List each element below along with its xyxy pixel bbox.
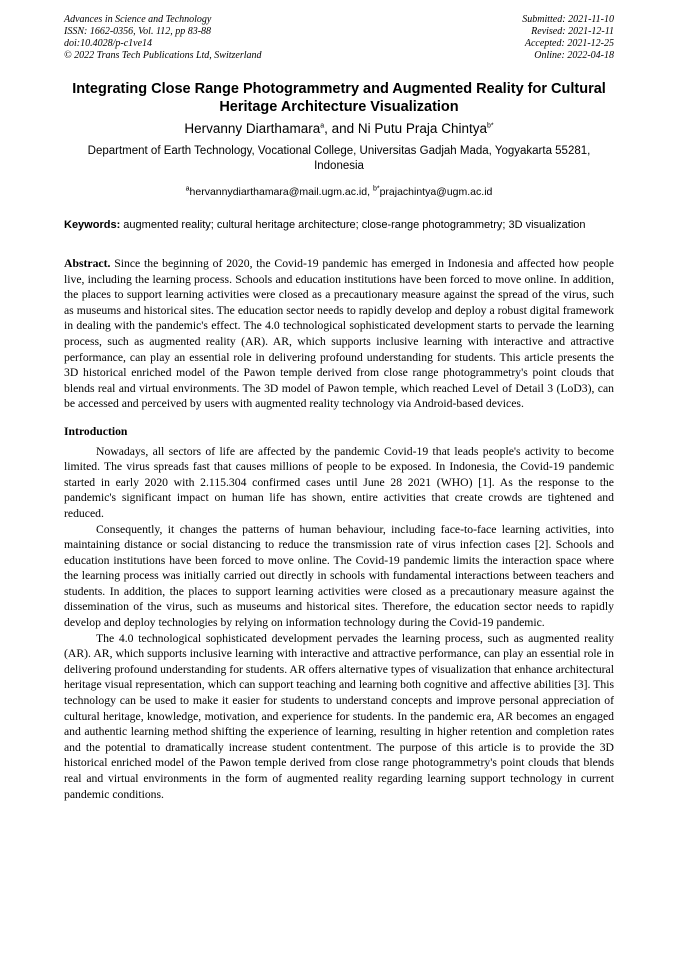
abstract-label: Abstract.	[64, 257, 111, 270]
date-revised: Revised: 2021-12-11	[531, 26, 614, 37]
author-list	[64, 120, 614, 138]
journal-header	[64, 14, 614, 64]
keywords	[64, 218, 614, 232]
date-accepted: Accepted: 2021-12-25	[524, 38, 614, 49]
author-name: Ni Putu Praja Chintya	[357, 121, 487, 136]
paragraph: Consequently, it changes the patterns of human behaviour, including face-to-face learning activities, into maintaining distance or social distancing to reduce the transmission rate of virus infection cases [2]. Schools and education institutions have been forced to move online. The Covid-19 pandemic limits the interaction space where the learning process was initially carried out directly in schools with fundamental interactions between teachers and students. In addition, the places to support learning activities were closed as a precautionary measure against the dissemination of the virus, such as museums and historical sites. Therefore, the education sector needs to rapidly develop and deploy technologies by relying on information technology during the Covid-19 pandemic.	[64, 522, 614, 630]
abstract-text: Since the beginning of 2020, the Covid-19 pandemic has emerged in Indonesia and affected how people live, including the learning process. Schools and education institutions have been forced to move online. In addition, the places to support learning activities were closed as a precautionary measure against the spread of the virus, such as museums and historical sites. The education sector needs to rapidly develop and deploy a robust digital framework in dealing with the pandemic's effect. The 4.0 technological sophisticated development starts to pervade the learning process, such as augmented reality (AR). AR, which supports inclusive learning with interactive and attractive performance, can play an essential role in delivering profound understanding for students. This article presents the 3D historical enriched model of the Pawon temple derived from close range photogrammetry's point clouds that blends real and virtual environments. The 3D model of Pawon temple, which reached Level of Detail 3 (LoD3), can be accessed and perceived by users with augmented reality technology via Android-based devices.	[64, 257, 614, 411]
email-link[interactable]: prajachintya@ugm.ac.id	[379, 186, 493, 198]
keywords-text: augmented reality; cultural heritage architecture; close-range photogrammetry; 3D visualization	[120, 219, 586, 231]
journal-issn: ISSN: 1662-0356, Vol. 112, pp 83-88	[64, 26, 212, 37]
section-heading: Introduction	[64, 424, 128, 438]
journal-doi: doi:10.4028/p-c1ve14	[64, 38, 153, 49]
submission-dates	[522, 14, 614, 62]
author-affil-mark: b*	[486, 122, 494, 130]
paragraph: Nowadays, all sectors of life are affected by the pandemic Covid-19 that leads people's activity to become limited. The virus spreads fast that causes millions of people to be exposed. In Indonesia, the Covid-19 pandemic started in early 2020 with 2.115.304 confirmed cases until June 28 2021 (WHO) [1]. As the response to the pandemic's significant impact on human life has shown, entire activities that create crowds are tightened and reduced.	[64, 444, 614, 520]
email-link[interactable]: hervannydiarthamara@mail.ugm.ac.id	[189, 186, 368, 198]
author-connector: , and	[324, 121, 358, 136]
email-separator: ,	[367, 186, 373, 198]
paper-page	[64, 14, 614, 802]
email-mark: a	[185, 185, 190, 193]
author-emails	[64, 185, 614, 199]
journal-copyright: © 2022 Trans Tech Publications Ltd, Switzerland	[64, 50, 262, 61]
paragraph: The 4.0 technological sophisticated development pervades the learning process, such as augmented reality (AR). AR, which supports inclusive learning with interactive and attractive performance, can play an essential role in delivering profound understanding for students. AR offers alternative types of visualization that enhance architectural heritage visual representation, which can support teaching and learning both cognitive and affective abilities [3]. This technology can be used to make it easier for students to understand concepts and improve personal appreciation of cultural heritage, knowledge, motivation, and experience for students. In the pandemic era, AR becomes an engaged and authentic learning method shifting the experience of learning, resulting in higher retention and completion rates and the potential to dramatically increase student contentment. The purpose of this article is to provide the 3D historical enriched model of the Pawon temple derived from close range photogrammetry's point clouds that blends real and virtual environments in the form of augmented reality regarding learning support technology in current pandemic conditions.	[64, 631, 614, 801]
paper-title: Integrating Close Range Photogrammetry and Augmented Reality for Cultural Heritage Architecture Visualization	[72, 81, 606, 115]
date-submitted: Submitted: 2021-11-10	[522, 14, 614, 25]
author-name: Hervanny Diarthamara	[184, 121, 321, 136]
journal-info	[64, 14, 262, 62]
author-affil-mark: a	[320, 122, 325, 130]
date-online: Online: 2022-04-18	[534, 50, 614, 61]
keywords-label: Keywords:	[64, 219, 121, 231]
abstract	[64, 256, 614, 412]
journal-name: Advances in Science and Technology	[64, 14, 212, 25]
email-mark: b*	[372, 185, 380, 193]
affiliation: Department of Earth Technology, Vocational College, Universitas Gadjah Mada, Yogyakarta 55281, Indonesia	[87, 145, 591, 172]
